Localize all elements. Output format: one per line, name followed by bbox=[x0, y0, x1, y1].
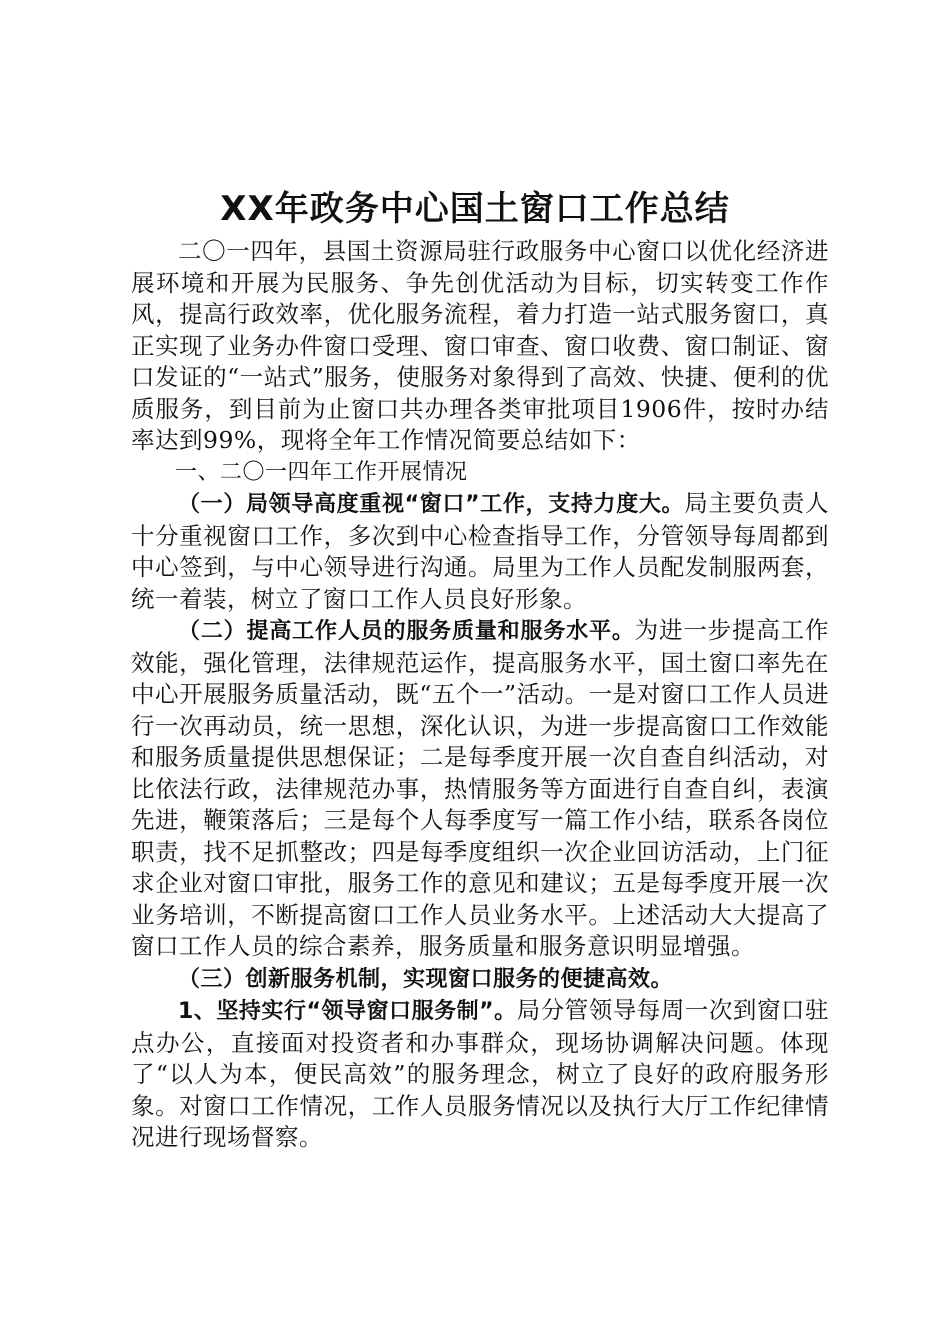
sub-item-1-paragraph bbox=[131, 995, 829, 1154]
intro-paragraph: 二〇一四年，县国土资源局驻行政服务中心窗口以优化经济进展环境和开展为民服务、争先创优活动为目标，切实转变工作作风，提高行政效率，优化服务流程，着力打造一站式服务窗口，真正实现了业务办件窗口受理、窗口审查、窗口收费、窗口制证、窗口发证的“一站式”服务，使服务对象得到了高效、快捷、便利的优质服务，到目前为止窗口共办理各类审批项目1906件，按时办结率达到99%，现将全年工作情况简要总结如下： bbox=[131, 237, 829, 454]
item-2-body: 为进一步提高工作效能，强化管理，法律规范运作，提高服务水平，国土窗口率先在中心开展服务质量活动，既“五个一”活动。一是对窗口工作人员进行一次再动员，统一思想，深化认识，为进一步提高窗口工作效能和服务质量提供思想保证；二是每季度开展一次自查自纠活动，对比依法行政，法律规范办事，热情服务等方面进行自查自纠，表演先进，鞭策落后；三是每个人每季度写一篇工作小结，联系各岗位职责，找不足抓整改；四是每季度组织一次企业回访活动，上门征求企业对窗口审批，服务工作的意见和建议；五是每季度开展一次业务培训，不断提高窗口工作人员业务水平。上述活动大大提高了窗口工作人员的综合素养，服务质量和服务意识明显增强。 bbox=[131, 616, 830, 960]
sub-item-1-body: 局分管领导每周一次到窗口驻点办公，直接面对投资者和办事群众，现场协调解决问题。体现了“以人为本，便民高效”的服务理念，树立了良好的政府服务形象。对窗口工作情况，工作人员服务情况以及执行大厅工作纪律情况进行现场督察。 bbox=[131, 996, 829, 1151]
item-2-lead: （二）提高工作人员的服务质量和服务水平。 bbox=[178, 619, 635, 644]
item-1-lead: （一）局领导高度重视“窗口”工作，支持力度大。 bbox=[178, 492, 685, 517]
item-3-lead: （三）创新服务机制，实现窗口服务的便捷高效。 bbox=[178, 966, 674, 992]
section-heading: 一、二〇一四年工作开展情况 bbox=[175, 459, 468, 485]
item-3-paragraph bbox=[131, 963, 829, 996]
item-1-body: 局主要负责人十分重视窗口工作，多次到中心检查指导工作，分管领导每周都到中心签到，与中心领导进行沟通。局里为工作人员配发制服两套，统一着装，树立了窗口工作人员良好形象。 bbox=[131, 489, 830, 613]
document-body bbox=[131, 236, 829, 1154]
item-2-paragraph bbox=[131, 615, 829, 963]
document-title: XX年政务中心国土窗口工作总结 bbox=[220, 189, 730, 229]
item-1-paragraph bbox=[131, 488, 829, 615]
sub-item-1-lead: 1、坚持实行“领导窗口服务制”。 bbox=[178, 999, 517, 1024]
